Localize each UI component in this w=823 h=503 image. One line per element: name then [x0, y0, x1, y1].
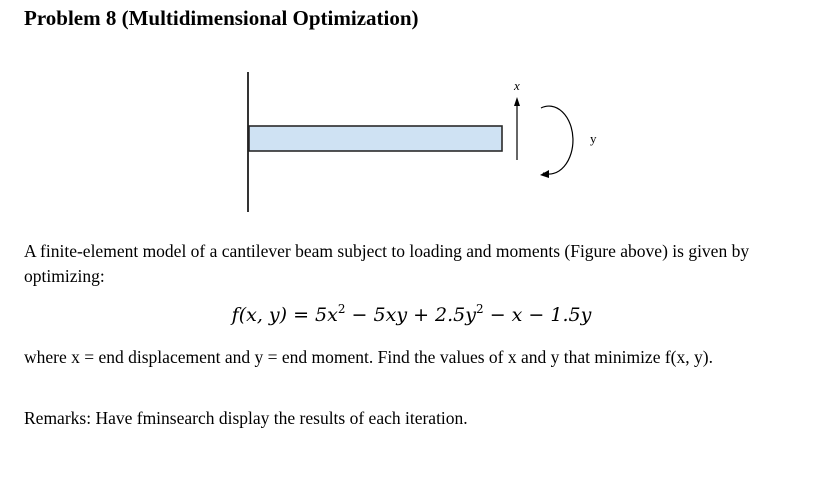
moment-arc — [541, 106, 573, 174]
equation-mid: − 5xy + 2.5y — [345, 304, 477, 326]
beam-rect — [249, 126, 502, 151]
objective-function-equation — [0, 302, 823, 326]
equation-exponent-2: 2 — [476, 302, 484, 316]
paragraph-description: A finite-element model of a cantilever beam subject to loading and moments (Figure above) is given by optimizing: — [24, 241, 750, 286]
paragraph-remarks: Remarks: Have fminsearch display the results of each iteration. — [24, 408, 468, 428]
problem-title: Problem 8 (Multidimensional Optimization) — [24, 6, 419, 30]
paragraph-task: where x = end displacement and y = end moment. Find the values of x and y that minimize f(x, y). — [24, 347, 713, 367]
moment-arrowhead — [540, 170, 549, 178]
equation-lhs: f(x, y) = 5x — [231, 304, 338, 326]
displacement-arrowhead — [514, 97, 520, 106]
label-y: y — [590, 131, 597, 146]
label-x: x — [514, 78, 520, 93]
equation-exponent-1: 2 — [337, 302, 346, 316]
cantilever-beam-figure — [0, 0, 823, 220]
equation-rhs: − x − 1.5y — [483, 304, 592, 326]
